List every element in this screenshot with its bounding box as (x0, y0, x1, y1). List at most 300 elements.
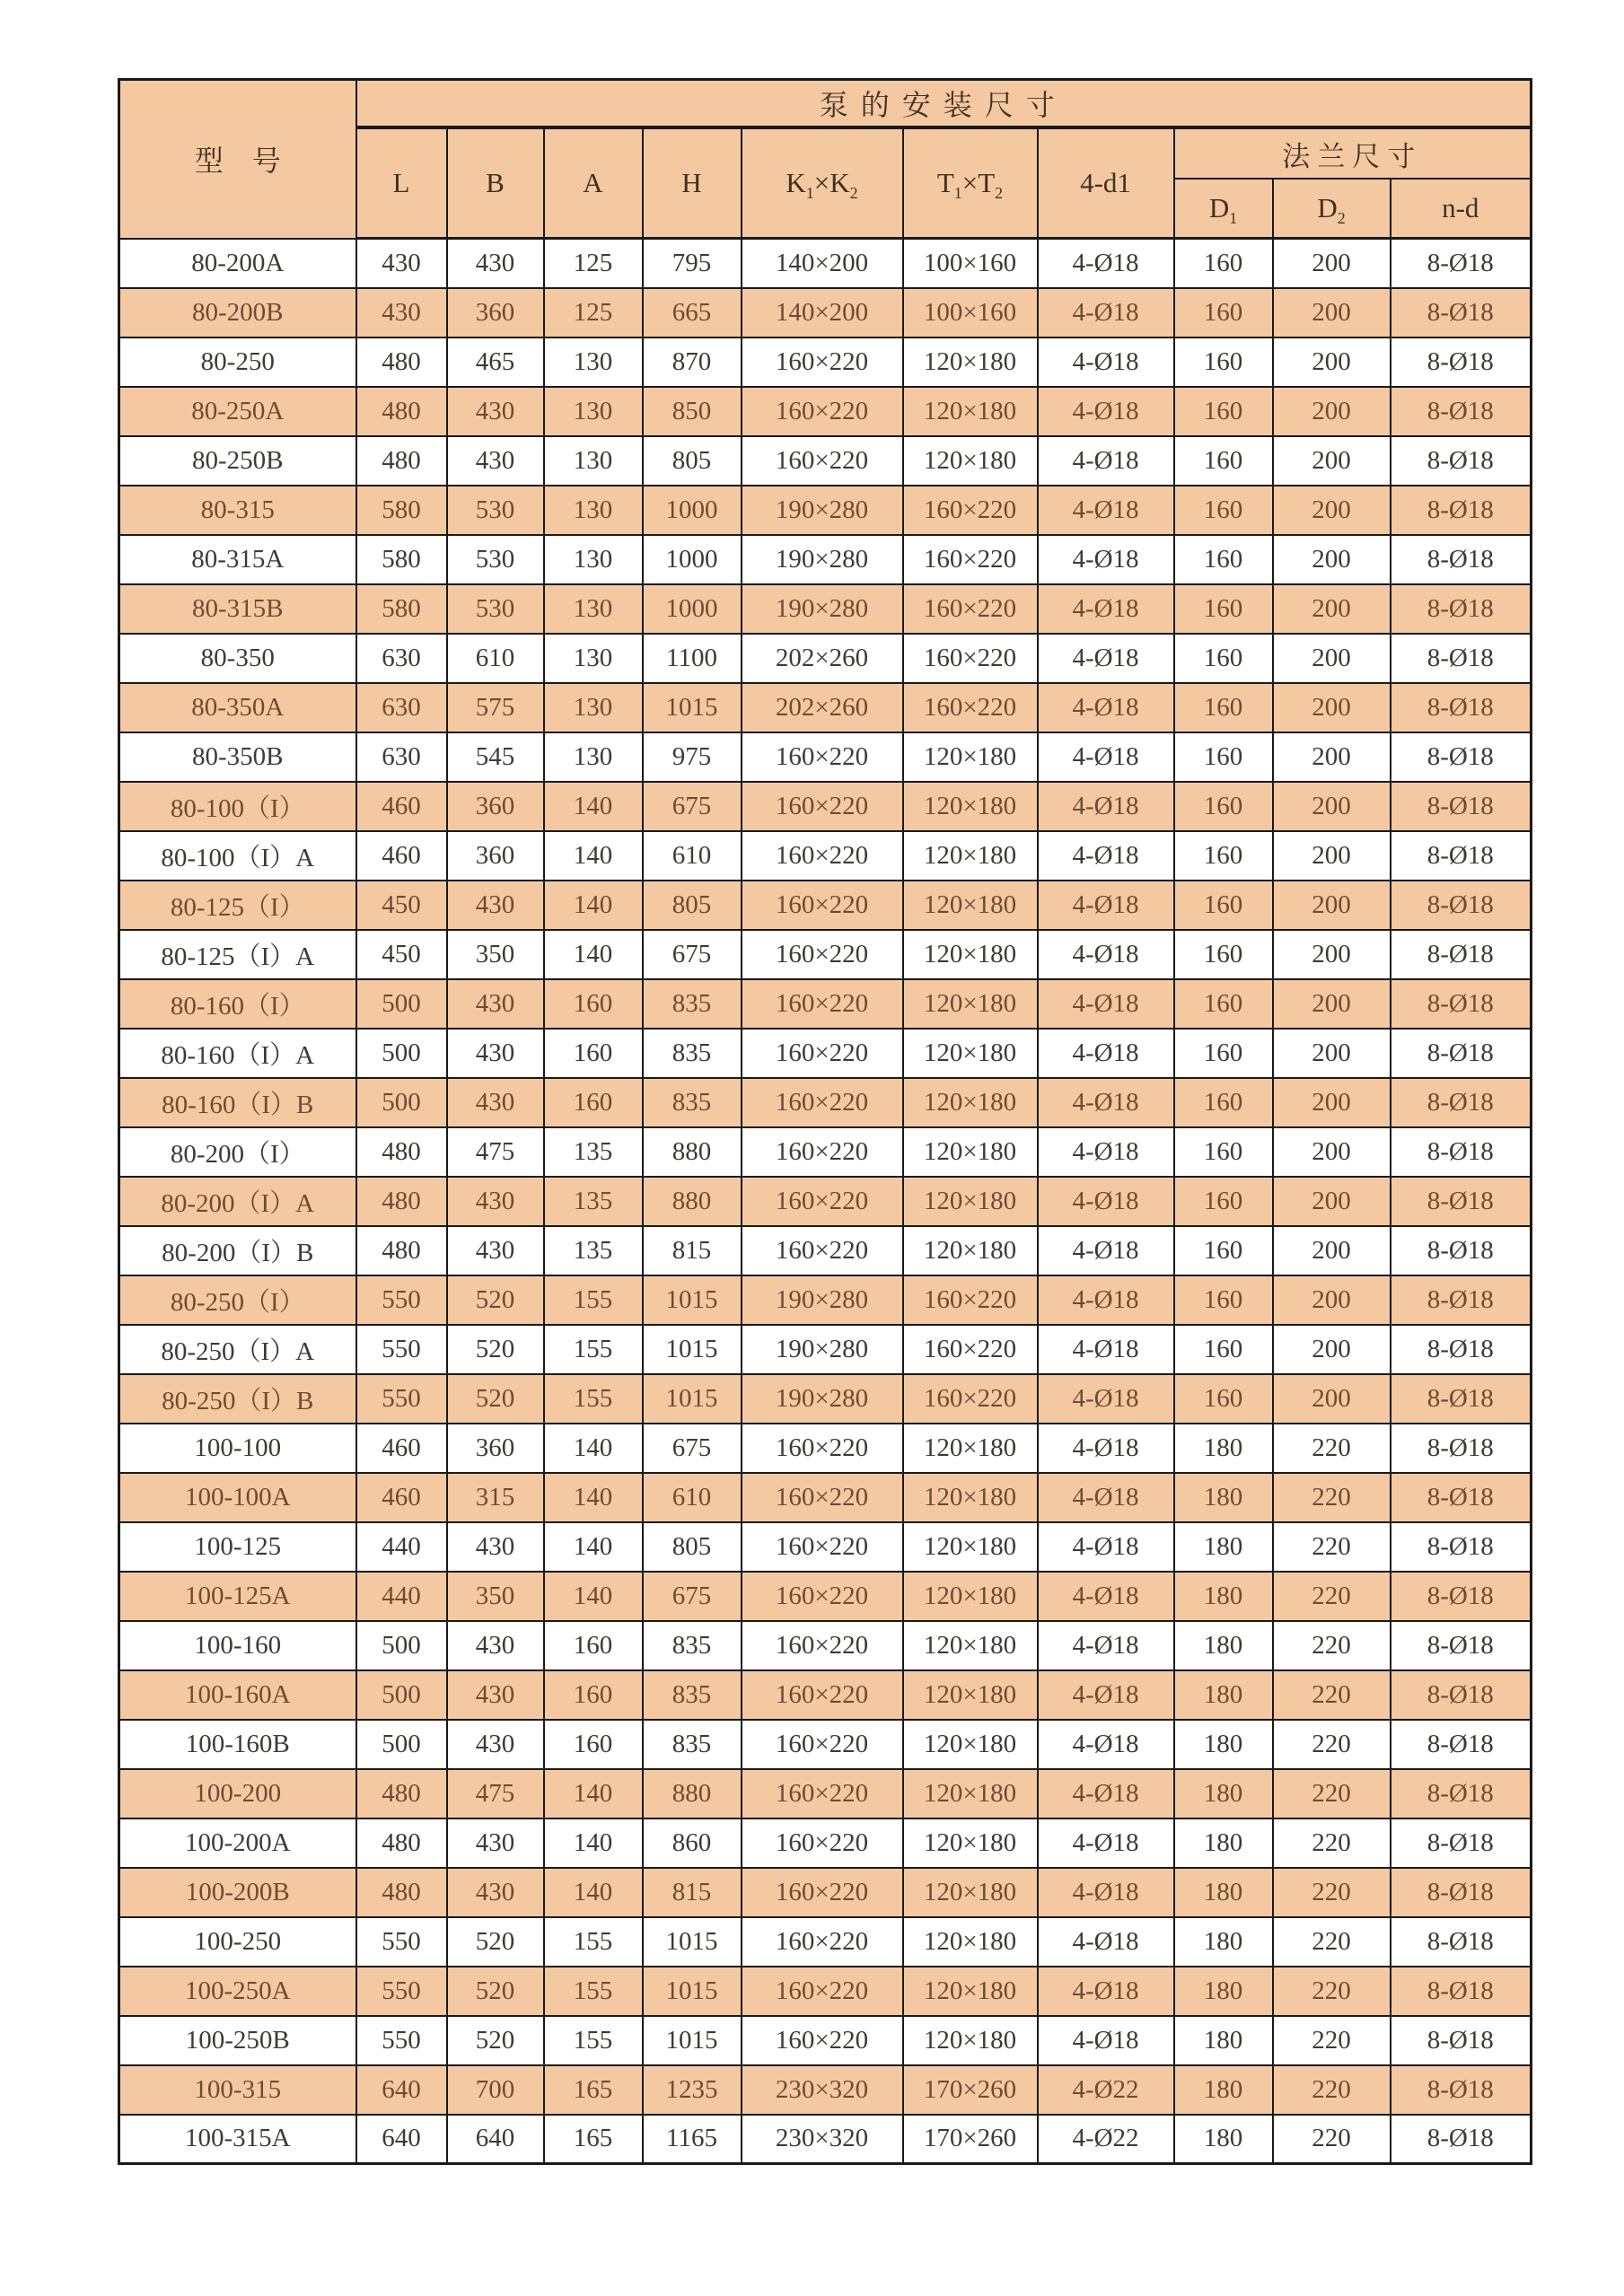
model-cell: 80-200（I）A (119, 1177, 356, 1226)
value-cell: 180 (1174, 1572, 1273, 1621)
value-cell: 165 (544, 2065, 643, 2115)
value-cell: 160 (1174, 1325, 1273, 1374)
value-cell: 8-Ø18 (1391, 1769, 1532, 1818)
value-cell: 8-Ø18 (1391, 1917, 1532, 1967)
model-cell: 100-160A (119, 1670, 356, 1720)
value-cell: 430 (447, 436, 544, 486)
value-cell: 835 (643, 979, 742, 1029)
value-cell: 160 (1174, 634, 1273, 683)
value-cell: 815 (643, 1226, 742, 1275)
table-row (119, 1572, 1532, 1621)
value-cell: 200 (1273, 1029, 1391, 1078)
value-cell: 180 (1174, 1769, 1273, 1818)
value-cell: 160×220 (742, 1670, 903, 1720)
model-cell: 80-250（I） (119, 1275, 356, 1325)
value-cell: 155 (544, 1917, 643, 1967)
value-cell: 8-Ø18 (1391, 683, 1532, 732)
value-cell: 120×180 (903, 1917, 1038, 1967)
value-cell: 200 (1273, 979, 1391, 1029)
value-cell: 850 (643, 387, 742, 436)
value-cell: 160×220 (742, 1868, 903, 1917)
value-cell: 430 (447, 387, 544, 436)
value-cell: 120×180 (903, 1522, 1038, 1572)
table-row (119, 1621, 1532, 1670)
table-row (119, 881, 1532, 930)
value-cell: 190×280 (742, 1374, 903, 1424)
value-cell: 665 (643, 288, 742, 337)
value-cell: 8-Ø18 (1391, 239, 1532, 288)
value-cell: 835 (643, 1078, 742, 1127)
value-cell: 160×220 (742, 1177, 903, 1226)
value-cell: 1015 (643, 1917, 742, 1967)
value-cell: 140 (544, 1522, 643, 1572)
value-cell: 8-Ø18 (1391, 1621, 1532, 1670)
value-cell: 8-Ø18 (1391, 1275, 1532, 1325)
value-cell: 120×180 (903, 732, 1038, 782)
value-cell: 8-Ø18 (1391, 2065, 1532, 2115)
value-cell: 640 (356, 2065, 447, 2115)
table-row (119, 1818, 1532, 1868)
value-cell: 610 (643, 1473, 742, 1522)
value-cell: 440 (356, 1522, 447, 1572)
value-cell: 430 (447, 1720, 544, 1769)
value-cell: 160 (544, 1078, 643, 1127)
value-cell: 4-Ø18 (1038, 1226, 1174, 1275)
value-cell: 220 (1273, 1769, 1391, 1818)
value-cell: 4-Ø18 (1038, 387, 1174, 436)
model-cell: 80-160（I）B (119, 1078, 356, 1127)
column-header-D2 (1273, 179, 1391, 239)
text-segment: D (1208, 192, 1230, 223)
value-cell: 160 (1174, 831, 1273, 881)
model-cell: 80-160（I） (119, 979, 356, 1029)
value-cell: 4-Ø18 (1038, 831, 1174, 881)
value-cell: 475 (447, 1769, 544, 1818)
value-cell: 8-Ø18 (1391, 782, 1532, 831)
value-cell: 120×180 (903, 1967, 1038, 2016)
value-cell: 200 (1273, 732, 1391, 782)
value-cell: 360 (447, 288, 544, 337)
value-cell: 805 (643, 436, 742, 486)
value-cell: 8-Ø18 (1391, 2016, 1532, 2065)
value-cell: 500 (356, 1670, 447, 1720)
table-row (119, 337, 1532, 387)
value-cell: 120×180 (903, 1572, 1038, 1621)
value-cell: 4-Ø18 (1038, 1522, 1174, 1572)
value-cell: 160 (1174, 535, 1273, 584)
value-cell: 835 (643, 1621, 742, 1670)
value-cell: 480 (356, 387, 447, 436)
value-cell: 140 (544, 930, 643, 979)
table-row (119, 831, 1532, 881)
value-cell: 160×220 (903, 1374, 1038, 1424)
value-cell: 580 (356, 584, 447, 634)
value-cell: 180 (1174, 1868, 1273, 1917)
value-cell: 8-Ø18 (1391, 634, 1532, 683)
value-cell: 860 (643, 1818, 742, 1868)
value-cell: 4-Ø18 (1038, 683, 1174, 732)
table-row (119, 683, 1532, 732)
value-cell: 140×200 (742, 239, 903, 288)
value-cell: 220 (1273, 1424, 1391, 1473)
table-header (119, 80, 1532, 239)
value-cell: 975 (643, 732, 742, 782)
value-cell: 8-Ø18 (1391, 1424, 1532, 1473)
value-cell: 8-Ø18 (1391, 1473, 1532, 1522)
model-cell: 80-350A (119, 683, 356, 732)
text-segment: K (830, 167, 850, 198)
value-cell: 4-Ø18 (1038, 1177, 1174, 1226)
table-row (119, 486, 1532, 535)
value-cell: 4-Ø18 (1038, 1967, 1174, 2016)
value-cell: 220 (1273, 1917, 1391, 1967)
value-cell: 120×180 (903, 1177, 1038, 1226)
value-cell: 8-Ø18 (1391, 930, 1532, 979)
value-cell: 200 (1273, 1078, 1391, 1127)
value-cell: 220 (1273, 1720, 1391, 1769)
value-cell: 120×180 (903, 881, 1038, 930)
value-cell: 120×180 (903, 1029, 1038, 1078)
value-cell: 120×180 (903, 1127, 1038, 1177)
value-cell: 180 (1174, 1917, 1273, 1967)
value-cell: 550 (356, 1325, 447, 1374)
value-cell: 160×220 (903, 1325, 1038, 1374)
value-cell: 4-Ø18 (1038, 1473, 1174, 1522)
value-cell: 675 (643, 1424, 742, 1473)
value-cell: 8-Ø18 (1391, 1177, 1532, 1226)
value-cell: 190×280 (742, 1275, 903, 1325)
value-cell: 460 (356, 831, 447, 881)
table-row (119, 1720, 1532, 1769)
table-row (119, 239, 1532, 288)
column-header-B: B (447, 127, 544, 239)
value-cell: 160 (1174, 930, 1273, 979)
table-row (119, 634, 1532, 683)
table-body (119, 239, 1532, 2164)
value-cell: 795 (643, 239, 742, 288)
value-cell: 220 (1273, 1967, 1391, 2016)
value-cell: 4-Ø18 (1038, 1818, 1174, 1868)
value-cell: 160×220 (742, 1473, 903, 1522)
model-cell: 80-200A (119, 239, 356, 288)
table-row (119, 1078, 1532, 1127)
value-cell: 8-Ø18 (1391, 831, 1532, 881)
model-cell: 80-125（I） (119, 881, 356, 930)
value-cell: 160×220 (742, 1720, 903, 1769)
value-cell: 160×220 (742, 436, 903, 486)
value-cell: 1000 (643, 486, 742, 535)
value-cell: 430 (356, 239, 447, 288)
value-cell: 190×280 (742, 486, 903, 535)
table-row (119, 1374, 1532, 1424)
value-cell: 160×220 (742, 1226, 903, 1275)
value-cell: 160×220 (903, 535, 1038, 584)
value-cell: 160 (1174, 1226, 1273, 1275)
table-row (119, 2065, 1532, 2115)
value-cell: 200 (1273, 831, 1391, 881)
value-cell: 8-Ø18 (1391, 2115, 1532, 2164)
model-cell: 100-315A (119, 2115, 356, 2164)
table-row (119, 930, 1532, 979)
value-cell: 4-Ø18 (1038, 1325, 1174, 1374)
value-cell: 160 (1174, 732, 1273, 782)
value-cell: 440 (356, 1572, 447, 1621)
value-cell: 160×220 (742, 1769, 903, 1818)
value-cell: 8-Ø18 (1391, 337, 1532, 387)
value-cell: 550 (356, 2016, 447, 2065)
value-cell: 160×220 (742, 782, 903, 831)
value-cell: 190×280 (742, 1325, 903, 1374)
value-cell: 815 (643, 1868, 742, 1917)
value-cell: 8-Ø18 (1391, 535, 1532, 584)
value-cell: 1015 (643, 1275, 742, 1325)
value-cell: 4-Ø18 (1038, 1917, 1174, 1967)
column-header-H: H (643, 127, 742, 239)
value-cell: 4-Ø18 (1038, 1720, 1174, 1769)
value-cell: 140 (544, 1424, 643, 1473)
value-cell: 160 (1174, 584, 1273, 634)
column-header-K1xK2 (742, 127, 903, 239)
value-cell: 160×220 (742, 2016, 903, 2065)
value-cell: 160 (1174, 782, 1273, 831)
table-row (119, 1522, 1532, 1572)
value-cell: 190×280 (742, 584, 903, 634)
value-cell: 120×180 (903, 2016, 1038, 2065)
value-cell: 4-Ø18 (1038, 288, 1174, 337)
value-cell: 200 (1273, 881, 1391, 930)
model-cell: 80-315A (119, 535, 356, 584)
table-row (119, 1967, 1532, 2016)
value-cell: 160×220 (742, 1572, 903, 1621)
model-cell: 80-250 (119, 337, 356, 387)
value-cell: 430 (447, 1029, 544, 1078)
value-cell: 130 (544, 436, 643, 486)
value-cell: 160 (1174, 387, 1273, 436)
value-cell: 220 (1273, 2065, 1391, 2115)
value-cell: 200 (1273, 1177, 1391, 1226)
value-cell: 4-Ø18 (1038, 1374, 1174, 1424)
value-cell: 200 (1273, 1275, 1391, 1325)
value-cell: 100×160 (903, 239, 1038, 288)
value-cell: 180 (1174, 2016, 1273, 2065)
value-cell: 530 (447, 486, 544, 535)
value-cell: 8-Ø18 (1391, 1572, 1532, 1621)
value-cell: 140 (544, 782, 643, 831)
value-cell: 8-Ø18 (1391, 436, 1532, 486)
value-cell: 4-Ø18 (1038, 1769, 1174, 1818)
value-cell: 160×220 (742, 1522, 903, 1572)
value-cell: 350 (447, 1572, 544, 1621)
column-header-model: 型 号 (119, 80, 356, 239)
value-cell: 460 (356, 1424, 447, 1473)
value-cell: 880 (643, 1769, 742, 1818)
value-cell: 430 (447, 881, 544, 930)
value-cell: 610 (447, 634, 544, 683)
value-cell: 1000 (643, 584, 742, 634)
value-cell: 160×220 (742, 1621, 903, 1670)
value-cell: 4-Ø18 (1038, 1127, 1174, 1177)
model-cell: 80-350B (119, 732, 356, 782)
value-cell: 200 (1273, 535, 1391, 584)
value-cell: 120×180 (903, 1621, 1038, 1670)
value-cell: 475 (447, 1127, 544, 1177)
value-cell: 160 (1174, 683, 1273, 732)
value-cell: 140 (544, 881, 643, 930)
table-row (119, 2016, 1532, 2065)
value-cell: 550 (356, 1917, 447, 1967)
value-cell: 4-Ø18 (1038, 930, 1174, 979)
value-cell: 500 (356, 1078, 447, 1127)
value-cell: 140 (544, 1868, 643, 1917)
column-header-n-d: n-d (1391, 179, 1532, 239)
value-cell: 8-Ø18 (1391, 1325, 1532, 1374)
value-cell: 120×180 (903, 930, 1038, 979)
table-row (119, 1127, 1532, 1177)
value-cell: 4-Ø18 (1038, 2016, 1174, 2065)
value-cell: 4-Ø18 (1038, 535, 1174, 584)
value-cell: 8-Ø18 (1391, 387, 1532, 436)
value-cell: 1015 (643, 1325, 742, 1374)
value-cell: 180 (1174, 1424, 1273, 1473)
value-cell: 360 (447, 782, 544, 831)
value-cell: 120×180 (903, 1769, 1038, 1818)
value-cell: 160 (1174, 288, 1273, 337)
value-cell: 1015 (643, 1374, 742, 1424)
value-cell: 220 (1273, 2115, 1391, 2164)
text-segment: × (813, 167, 830, 198)
value-cell: 160×220 (742, 1029, 903, 1078)
value-cell: 160×220 (742, 881, 903, 930)
value-cell: 480 (356, 1127, 447, 1177)
value-cell: 610 (643, 831, 742, 881)
model-cell: 80-250（I）B (119, 1374, 356, 1424)
value-cell: 520 (447, 1967, 544, 2016)
value-cell: 835 (643, 1720, 742, 1769)
value-cell: 4-Ø18 (1038, 239, 1174, 288)
value-cell: 480 (356, 1226, 447, 1275)
text-segment: × (961, 167, 979, 198)
value-cell: 160 (1174, 1374, 1273, 1424)
value-cell: 160×220 (742, 1917, 903, 1967)
value-cell: 630 (356, 634, 447, 683)
table-row (119, 436, 1532, 486)
value-cell: 160×220 (903, 634, 1038, 683)
value-cell: 430 (447, 1621, 544, 1670)
value-cell: 430 (447, 1868, 544, 1917)
value-cell: 220 (1273, 1621, 1391, 1670)
value-cell: 135 (544, 1177, 643, 1226)
value-cell: 4-Ø18 (1038, 486, 1174, 535)
value-cell: 8-Ø18 (1391, 486, 1532, 535)
value-cell: 200 (1273, 930, 1391, 979)
value-cell: 120×180 (903, 1424, 1038, 1473)
value-cell: 200 (1273, 1127, 1391, 1177)
value-cell: 530 (447, 584, 544, 634)
value-cell: 125 (544, 288, 643, 337)
value-cell: 200 (1273, 634, 1391, 683)
value-cell: 460 (356, 1473, 447, 1522)
model-cell: 100-250A (119, 1967, 356, 2016)
value-cell: 430 (356, 288, 447, 337)
value-cell: 200 (1273, 239, 1391, 288)
value-cell: 160 (544, 1720, 643, 1769)
table-row (119, 1275, 1532, 1325)
value-cell: 160×220 (742, 1967, 903, 2016)
value-cell: 160×220 (742, 1818, 903, 1868)
value-cell: 180 (1174, 1621, 1273, 1670)
value-cell: 160×220 (742, 337, 903, 387)
value-cell: 835 (643, 1670, 742, 1720)
value-cell: 1165 (643, 2115, 742, 2164)
value-cell: 155 (544, 1967, 643, 2016)
value-cell: 4-Ø18 (1038, 1424, 1174, 1473)
value-cell: 4-Ø18 (1038, 1572, 1174, 1621)
value-cell: 120×180 (903, 1226, 1038, 1275)
value-cell: 120×180 (903, 979, 1038, 1029)
model-cell: 100-250 (119, 1917, 356, 1967)
value-cell: 500 (356, 979, 447, 1029)
value-cell: 500 (356, 1720, 447, 1769)
value-cell: 520 (447, 2016, 544, 2065)
value-cell: 8-Ø18 (1391, 881, 1532, 930)
pump-dimensions-table (118, 78, 1532, 2165)
value-cell: 160×220 (742, 1127, 903, 1177)
value-cell: 200 (1273, 1374, 1391, 1424)
value-cell: 120×180 (903, 387, 1038, 436)
value-cell: 160×220 (742, 930, 903, 979)
value-cell: 120×180 (903, 1720, 1038, 1769)
value-cell: 180 (1174, 1670, 1273, 1720)
value-cell: 500 (356, 1029, 447, 1078)
value-cell: 120×180 (903, 831, 1038, 881)
value-cell: 220 (1273, 1522, 1391, 1572)
value-cell: 180 (1174, 1818, 1273, 1868)
value-cell: 360 (447, 831, 544, 881)
value-cell: 155 (544, 1374, 643, 1424)
model-cell: 100-160 (119, 1621, 356, 1670)
model-cell: 100-125 (119, 1522, 356, 1572)
value-cell: 480 (356, 436, 447, 486)
value-cell: 200 (1273, 584, 1391, 634)
value-cell: 180 (1174, 1522, 1273, 1572)
value-cell: 675 (643, 782, 742, 831)
value-cell: 8-Ø18 (1391, 732, 1532, 782)
value-cell: 160 (1174, 1127, 1273, 1177)
value-cell: 4-Ø18 (1038, 732, 1174, 782)
value-cell: 4-Ø18 (1038, 1078, 1174, 1127)
value-cell: 1100 (643, 634, 742, 683)
value-cell: 630 (356, 732, 447, 782)
value-cell: 160×220 (742, 387, 903, 436)
value-cell: 160×220 (903, 683, 1038, 732)
value-cell: 130 (544, 387, 643, 436)
value-cell: 120×180 (903, 1670, 1038, 1720)
value-cell: 4-Ø22 (1038, 2065, 1174, 2115)
value-cell: 160 (1174, 1275, 1273, 1325)
value-cell: 160×220 (742, 1424, 903, 1473)
value-cell: 4-Ø18 (1038, 1868, 1174, 1917)
value-cell: 4-Ø18 (1038, 634, 1174, 683)
value-cell: 120×180 (903, 436, 1038, 486)
model-cell: 80-160（I）A (119, 1029, 356, 1078)
value-cell: 130 (544, 337, 643, 387)
value-cell: 430 (447, 1226, 544, 1275)
value-cell: 160 (544, 1029, 643, 1078)
value-cell: 880 (643, 1127, 742, 1177)
value-cell: 200 (1273, 387, 1391, 436)
value-cell: 8-Ø18 (1391, 1967, 1532, 2016)
column-header-T1xT2 (903, 127, 1038, 239)
